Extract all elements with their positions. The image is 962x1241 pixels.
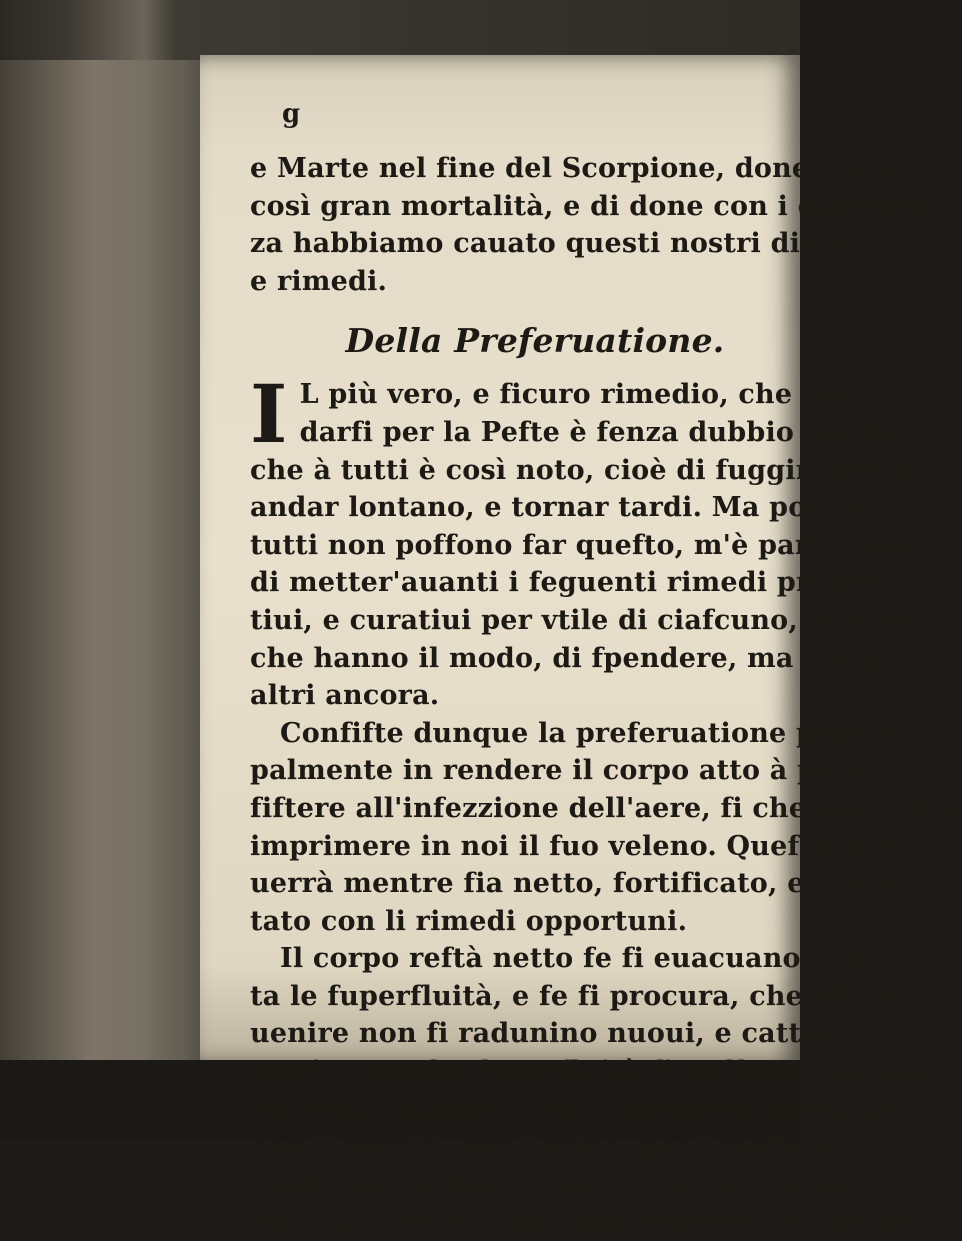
text-line: con li vomiti, per l'orina, per i meftrui, e mo- [250, 1131, 941, 1163]
text-line: tato con li rimedi opportuni. [250, 905, 688, 937]
page-text [250, 99, 962, 1241]
text-line: darfi per la Pefte è fenza dubbio quello, [299, 416, 909, 448]
text-line: tiui, e curatiui per vtile di ciafcuno, non folo [250, 604, 934, 636]
text-line: così gran mortalità, e di done con i esperien- [250, 190, 941, 222]
drop-capital: I [250, 367, 288, 462]
signature-mark: g [282, 99, 301, 129]
text-line: L più vero, e ficuro rimedio, che poffa [299, 379, 881, 411]
paragraph-preservation-intro [250, 367, 934, 714]
text-line: fiftere all'infezzione dell'aere, fi che non poffa [250, 792, 962, 824]
text-line: col leuar fangue, con le medicine purgatiue, [250, 1093, 931, 1125]
text-line: uerrà mentre fia netto, fortificato, e confor- [250, 868, 925, 900]
text-line: che hanno il modo, di fpendere, ma per gl'- [250, 642, 914, 674]
text-line: imprimere in noi il fuo veleno. Quefto aue- [250, 830, 907, 862]
paragraph-consists [250, 715, 962, 941]
text-line: za habbiamo cauato questi nostri discorsi, [250, 228, 901, 260]
text-line: e Marte nel fine del Scorpione, done fegui [250, 153, 898, 184]
text-line: e rimedi. [250, 265, 388, 297]
section-heading: Della Preferuatione. [345, 321, 725, 361]
text-line: Il corpo reftà netto fe fi euacuano vna vol- [280, 943, 930, 975]
text-line: di metter'auanti i feguenti rimedi preferua- [250, 567, 921, 599]
text-line: palmente in rendere il corpo atto à poter re- [250, 755, 932, 787]
text-line: mori, e quefte fuperfluità fi poffono euacuare [250, 1056, 951, 1088]
text-line: tutti non poffono far quefto, m'è parfo bene [250, 529, 923, 561]
text-line: andar lontano, e tornar tardi. Ma poiche [250, 492, 871, 524]
opening-paragraph [250, 150, 941, 300]
facing-page-edge [0, 60, 230, 1060]
text-line: uenire non fi radunino nuoui, e cattiui hu- [250, 1018, 903, 1050]
text-line: roide, per la bocca, per l'orecchie, e per il [250, 1168, 893, 1200]
paragraph-body-clean [250, 940, 951, 1241]
text-line: ta le fuperfluità, e fe fi procura, che all'au- [250, 980, 909, 1012]
text-line: Confifte dunque la preferuatione princi- [280, 717, 899, 749]
text-line: altri ancora. [250, 680, 440, 712]
text-line: che à tutti è così noto, cioè di fuggir prefto [250, 454, 914, 486]
text-line: nafo, al che fe fi può aggiugnere l'aftinenza, [250, 1206, 931, 1238]
